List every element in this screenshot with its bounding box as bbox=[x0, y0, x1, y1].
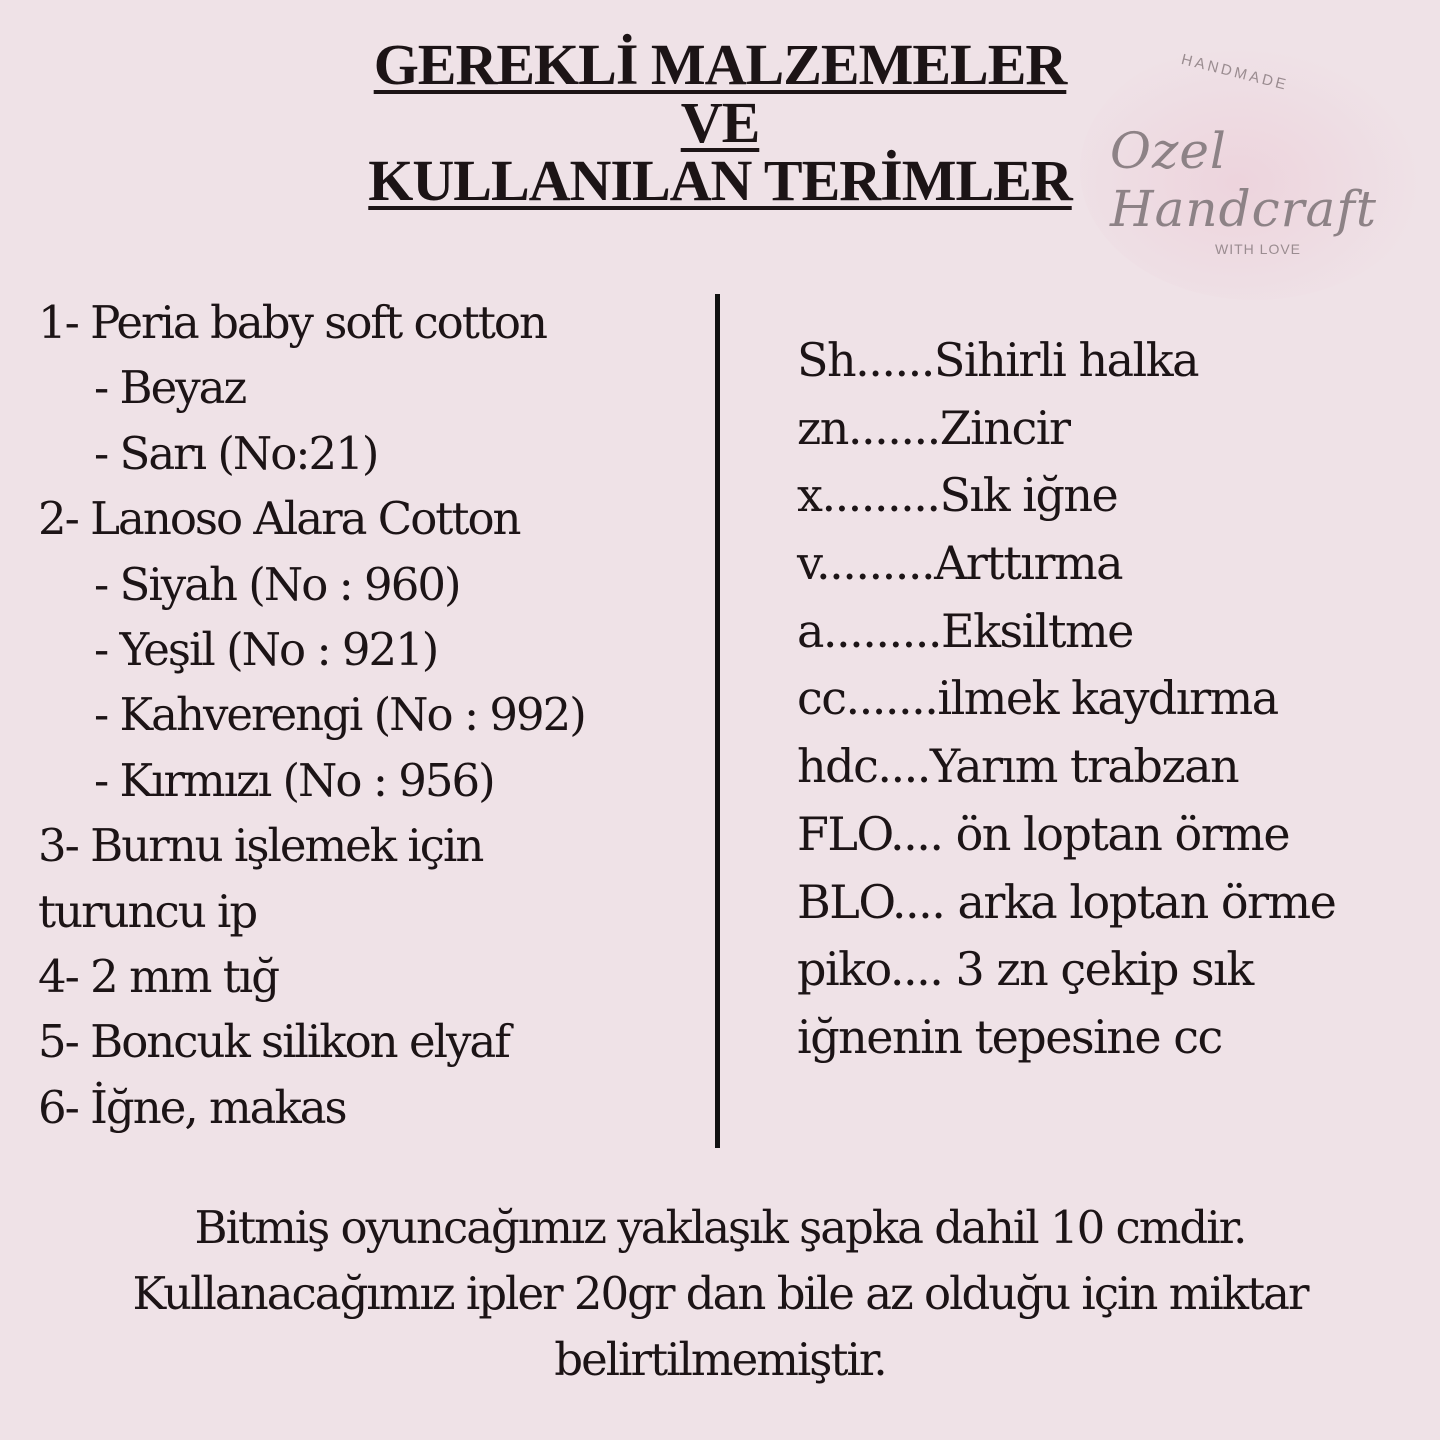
materials-list bbox=[38, 290, 698, 1140]
term-item: zn.......Zincir bbox=[797, 400, 1070, 455]
term-item: x.........Sık iğne bbox=[797, 468, 1118, 523]
list-item: 5- Boncuk silikon elyaf bbox=[38, 1015, 509, 1069]
note-line-3: belirtilmemiştir. bbox=[554, 1333, 886, 1386]
list-item: 4- 2 mm tığ bbox=[38, 949, 279, 1003]
list-item: - Siyah (No : 960) bbox=[94, 557, 460, 611]
terms-list bbox=[797, 327, 1427, 1072]
list-item: - Kırmızı (No : 956) bbox=[94, 753, 494, 807]
footer-note bbox=[0, 1195, 1440, 1393]
list-item: - Beyaz bbox=[94, 361, 246, 415]
list-item: - Yeşil (No : 921) bbox=[94, 622, 438, 676]
term-item: hdc....Yarım trabzan bbox=[797, 739, 1239, 794]
logo-top-text: HANDMADE bbox=[1179, 50, 1291, 95]
list-item: 1- Peria baby soft cotton bbox=[38, 296, 546, 349]
note-line-2: Kullanacağımız ipler 20gr dan bile az olduğu için miktar bbox=[132, 1267, 1308, 1320]
column-divider bbox=[715, 294, 720, 1148]
term-item: FLO.... ön loptan örme bbox=[797, 806, 1290, 861]
title-line-2: VE bbox=[680, 90, 760, 155]
term-item: v.........Arttırma bbox=[797, 536, 1123, 591]
list-item: turuncu ip bbox=[38, 884, 257, 938]
note-line-1: Bitmiş oyuncağımız yaklaşık şapka dahil 10 cmdir. bbox=[194, 1201, 1246, 1254]
term-item: cc.......ilmek kaydırma bbox=[797, 671, 1278, 726]
term-item: a.........Eksiltme bbox=[797, 603, 1133, 658]
title-line-3: KULLANILAN TERİMLER bbox=[368, 148, 1072, 213]
list-item: - Kahverengi (No : 992) bbox=[94, 688, 585, 742]
term-item: Sh......Sihirli halka bbox=[797, 333, 1199, 387]
list-item: 6- İğne, makas bbox=[38, 1080, 346, 1134]
logo-brand-name: Ozel Handcraft bbox=[1110, 122, 1377, 238]
term-item: piko.... 3 zn çekip sık bbox=[797, 942, 1253, 997]
list-item: 3- Burnu işlemek için bbox=[38, 819, 483, 873]
logo-bottom-text: WITH LOVE bbox=[1215, 241, 1302, 257]
list-item: - Sarı (No:21) bbox=[94, 426, 378, 480]
term-item: BLO.... arka loptan örme bbox=[797, 874, 1336, 929]
brand-logo bbox=[1080, 40, 1430, 300]
list-item: 2- Lanoso Alara Cotton bbox=[38, 492, 520, 546]
title-line-1: GEREKLİ MALZEMELER bbox=[373, 32, 1067, 97]
term-item: iğnenin tepesine cc bbox=[797, 1009, 1222, 1064]
